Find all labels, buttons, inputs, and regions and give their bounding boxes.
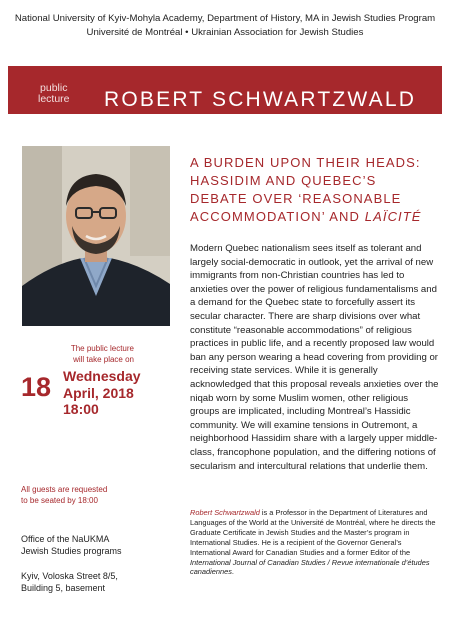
speaker-bio bbox=[190, 508, 440, 577]
event-month-year: April, 2018 bbox=[63, 384, 134, 401]
event-time: 18:00 bbox=[63, 401, 99, 417]
venue-address bbox=[21, 570, 171, 594]
date-intro bbox=[44, 344, 134, 365]
event-date-details bbox=[63, 368, 141, 418]
lecture-title bbox=[190, 154, 445, 226]
lecture-title-line-2: HASSIDIM AND QUEBEC’S bbox=[190, 173, 377, 188]
seating-line-1: All guests are requested bbox=[21, 485, 108, 494]
lecture-abstract: Modern Quebec nationalism sees itself as tolerant and largely social-democratic in outlook, yet the arrival of new immigrants from non-Christian countries has led to anxieties over the power of religious fundamentalisms and a demand for the Quebec state to forcefully assert its secular character. There are sharp divisions over what constitute “reasonable accommodations” of religious practices in public life, and a recently proposed law would ban any person wearing a head covering from providing or receiving state services. While it is generally acknowledged that this proposal reveals anxieties over the niqab worn by some Muslim women, other religious groups are implicated, including Montreal’s Hassidic community. We will examine tensions in Outremont, a neighborhood Hassidim share with a largely upper middle-class, francophone population, and the differing notions of secularism and intercultural relations that underlie them. bbox=[190, 243, 439, 472]
event-weekday: Wednesday bbox=[63, 368, 141, 384]
organizers-header bbox=[0, 12, 450, 39]
venue-office bbox=[21, 533, 171, 557]
event-kind-label bbox=[38, 83, 70, 105]
lecture-title-line-1: A BURDEN UPON THEIR HEADS: bbox=[190, 155, 421, 170]
event-kind-line-1: public bbox=[40, 82, 68, 94]
speaker-name: ROBERT SCHWARTZWALD bbox=[104, 88, 417, 111]
organizers-line-2: Université de Montréal • Ukrainian Association for Jewish Studies bbox=[86, 26, 364, 38]
speaker-portrait-illustration bbox=[22, 146, 170, 326]
lecture-title-laicite: LAÏCITÉ bbox=[364, 209, 422, 224]
lecture-title-line-4 bbox=[190, 208, 445, 226]
seating-note bbox=[21, 484, 171, 506]
event-day: 18 bbox=[21, 372, 52, 402]
date-intro-line-2: will take place on bbox=[73, 354, 134, 364]
lecture-title-line-4-main: ACCOMMODATION’ AND bbox=[190, 209, 365, 224]
seating-line-2: to be seated by 18:00 bbox=[21, 496, 98, 505]
lecture-title-line-3: DEBATE OVER ‘REASONABLE bbox=[190, 191, 402, 206]
office-line-1: Office of the NaUKMA bbox=[21, 534, 110, 544]
office-line-2: Jewish Studies programs bbox=[21, 546, 122, 556]
address-line-2: Building 5, basement bbox=[21, 583, 106, 593]
organizers-line-1: National University of Kyiv-Mohyla Academy, Department of History, MA in Jewish Studies Program bbox=[14, 13, 436, 24]
bio-text-2: . bbox=[231, 567, 234, 577]
date-intro-line-1: The public lecture bbox=[70, 344, 134, 353]
event-kind-line-2: lecture bbox=[38, 93, 70, 105]
speaker-photo bbox=[22, 146, 170, 326]
address-line-1: Kyiv, Voloska Street 8/5, bbox=[21, 571, 118, 581]
bio-text-1: is a Professor in the Department of Literatures and Languages of the World at the Université de Montréal, where he directs the Graduate Certificate in Jewish Studies and the Master’s program in International Studies. He is a recipient of the Governor General’s International Award for Canadian Studies and a former Editor of the bbox=[190, 508, 436, 557]
bio-journal-title: International Journal of Canadian Studies / Revue internationale d’études canadiennes bbox=[190, 557, 430, 577]
speaker-banner bbox=[8, 66, 442, 114]
bio-speaker-name: Robert Schwartzwald bbox=[190, 508, 260, 517]
